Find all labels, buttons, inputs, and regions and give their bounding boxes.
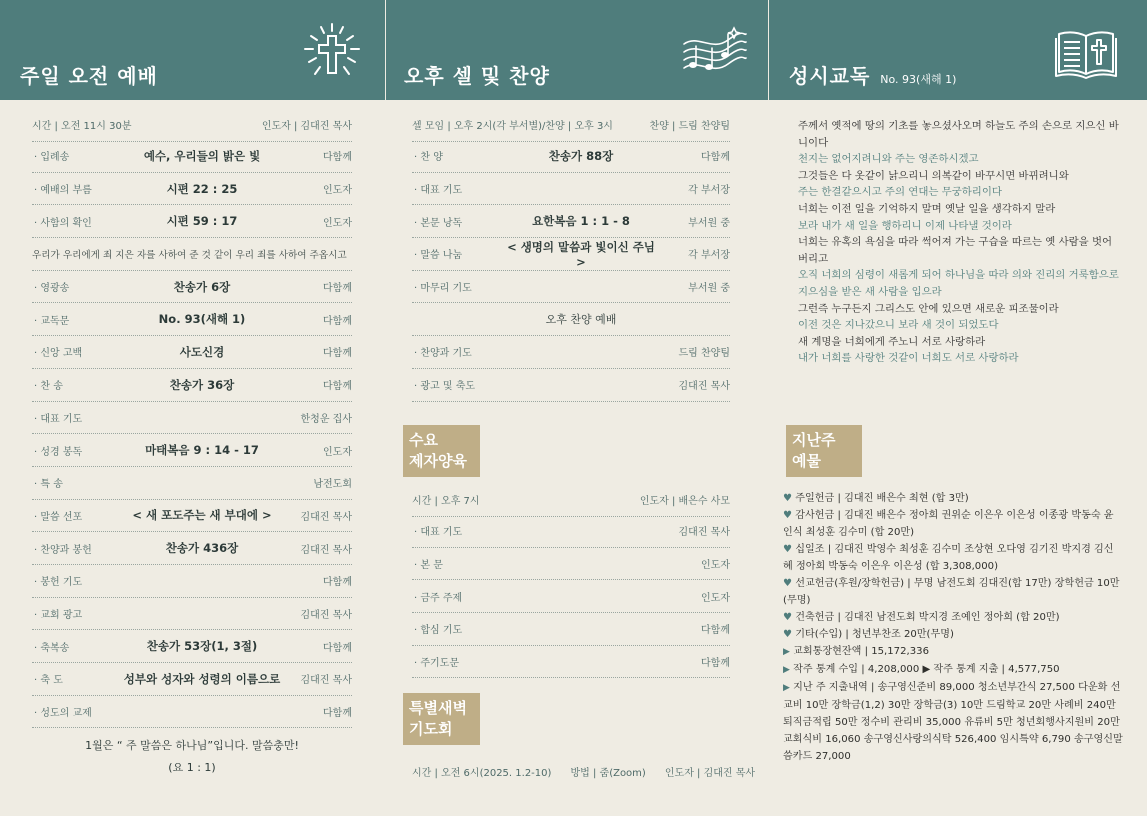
order-row (412, 580, 730, 613)
order-content: 마태복음 9 : 14 - 17 (145, 443, 259, 458)
monthly-theme (32, 735, 352, 779)
order-label: · 주기도문 (414, 658, 459, 670)
order-row (32, 598, 352, 631)
order-row (32, 663, 352, 696)
offering-text: 작주 통계 수입 | 4,208,000 ▶ 작주 통계 지출 | 4,577,750 (793, 664, 1060, 675)
order-label: · 본 문 (414, 560, 443, 572)
order-leader: 김대진 목사 (300, 511, 352, 523)
order-row (32, 500, 352, 533)
responsive-reading-number: No. 93(새해 1) (880, 73, 957, 86)
order-row (32, 369, 352, 402)
order-leader: 다함께 (701, 625, 730, 637)
order-label: · 교독문 (34, 315, 70, 327)
order-content: 성부와 성자와 성령의 이름으로 (123, 671, 281, 686)
offering-text: 선교헌금(후원/장학헌금) | 무명 남전도회 김대진(합 17만) 장학헌금 10만 (무명) (783, 578, 1120, 606)
order-leader: 다함께 (323, 642, 352, 654)
order-row (412, 548, 730, 581)
morning-leader: 인도자 | 김대진 목사 (261, 121, 352, 132)
order-label: · 축 도 (34, 675, 63, 687)
order-leader: 인도자 (323, 446, 352, 458)
order-label: · 대표 기도 (414, 527, 463, 539)
order-leader: 인도자 (701, 560, 730, 572)
afternoon-time: 셀 모임 | 오후 2시(각 부서별)/찬양 | 오후 3시 (412, 121, 613, 132)
monthly-theme-line: 1월은 “ 주 말씀은 하나님”입니다. 말씀충만! (85, 739, 299, 752)
heart-icon: ♥ (783, 629, 793, 640)
order-row (32, 532, 352, 565)
heart-icon: ♥ (783, 612, 793, 623)
order-label: · 교회 광고 (34, 609, 83, 621)
afternoon-time-leader (412, 117, 730, 142)
offering-text: 감사헌금 | 김대진 배은수 정아희 권위순 이은우 이은성 이종광 박동숙 윤인식 최성훈 김수미 (합 20만) (783, 510, 1114, 538)
order-leader: 다함께 (323, 381, 352, 393)
offering-item (783, 490, 1123, 507)
reading-congregation-line: 오직 너희의 심령이 새롭게 되어 하나님을 따라 의와 진리의 거룩함으로 지으심을 받은 새 사람을 입으라 (798, 269, 1119, 298)
order-label: · 찬 송 (34, 381, 63, 393)
offering-text: 교회통장현잔액 | 15,172,336 (793, 646, 930, 657)
triangle-icon: ▶ (783, 683, 790, 693)
order-content: 예수, 우리들의 밝은 빛 (143, 148, 261, 163)
order-row (412, 646, 730, 679)
order-label: · 찬 양 (414, 152, 443, 164)
order-label: · 신앙 고백 (34, 348, 83, 360)
order-leader: 인도자 (323, 185, 352, 197)
order-row (32, 630, 352, 663)
order-leader: 다함께 (701, 152, 730, 164)
order-leader: 한청운 집사 (300, 413, 352, 425)
reading-leader-line: 그런즉 누구든지 그리스도 안에 있으면 새로운 피조물이라 (798, 302, 1059, 315)
cross-icon (301, 22, 365, 82)
wednesday-order-list (412, 515, 730, 678)
order-row (32, 402, 352, 435)
offering-item (783, 609, 1123, 626)
order-label: · 대표 기도 (34, 413, 83, 425)
order-content: < 생명의 말씀과 빛이신 주님 > (507, 239, 655, 269)
order-leader: 다함께 (323, 152, 352, 164)
music-notes-icon (682, 26, 748, 80)
order-leader: 김대진 목사 (300, 544, 352, 556)
order-leader: 김대진 목사 (678, 527, 730, 539)
offering-text: 건축헌금 | 김대진 남전도회 박지경 조예인 정아희 (합 20만) (795, 612, 1060, 623)
responsive-reading-title (789, 60, 956, 89)
offering-item (783, 679, 1123, 765)
afternoon-column (386, 0, 768, 816)
order-leader: 김대진 목사 (300, 675, 352, 687)
order-label: · 합심 기도 (414, 625, 463, 637)
wednesday-time: 시간 | 오후 7시 (412, 496, 480, 507)
order-leader: 다함께 (323, 348, 352, 360)
afternoon-order-list (412, 140, 730, 402)
order-leader: 다함께 (323, 283, 352, 295)
order-content: 찬송가 53장(1, 3절) (146, 639, 258, 654)
responsive-reading-title-text: 성시교독 (789, 64, 871, 88)
morning-service-title: 주일 오전 예배 (20, 64, 158, 88)
heart-icon: ♥ (783, 544, 793, 555)
order-row (32, 696, 352, 729)
order-label: · 축복송 (34, 642, 70, 654)
order-row (32, 205, 352, 238)
responsive-reading-header (769, 0, 1147, 100)
order-row (32, 238, 352, 271)
wednesday-leader: 인도자 | 배은수 사모 (639, 496, 730, 507)
order-content: No. 93(새해 1) (158, 312, 246, 327)
order-row (412, 238, 730, 271)
order-content: 사도신경 (179, 344, 225, 359)
order-label: · 마무리 기도 (414, 283, 472, 295)
order-content: 시편 22 : 25 (166, 181, 238, 196)
offering-section-label: 지난주 예물 (786, 425, 862, 477)
order-label: · 말씀 나눔 (414, 250, 463, 262)
order-content: 오후 찬양 예배 (545, 313, 617, 327)
order-label: · 찬양과 기도 (414, 348, 472, 360)
order-label: · 봉헌 기도 (34, 577, 83, 589)
order-label: · 성도의 교제 (34, 708, 92, 720)
bible-icon (1055, 28, 1117, 80)
reading-leader-line: 그것들은 다 옷같이 낡으리니 의복같이 바꾸시면 바뀌려니와 (798, 169, 1069, 182)
order-label: · 예배의 부름 (34, 185, 92, 197)
order-leader: 인도자 (323, 217, 352, 229)
order-row (32, 336, 352, 369)
order-label: · 사함의 확인 (34, 217, 92, 229)
heart-icon: ♥ (783, 510, 793, 521)
reading-congregation-line: 이전 것은 지나갔으니 보라 새 것이 되었도다 (798, 319, 999, 332)
order-row (412, 303, 730, 336)
dawn-prayer-label: 특별새벽 기도회 (403, 693, 480, 745)
order-label: · 영광송 (34, 283, 70, 295)
order-content: < 새 포도주는 새 부대에 > (132, 508, 272, 523)
order-row (412, 205, 730, 238)
offering-text: 십일조 | 김대진 박영수 최성훈 김수미 조상현 오다영 김기진 박지경 김신혜 정아희 박동숙 이은우 이은성 (합 3,308,000) (783, 544, 1114, 572)
reading-leader-line: 새 계명을 너희에게 주노니 서로 사랑하라 (798, 335, 986, 348)
order-row (32, 434, 352, 467)
order-leader: 김대진 목사 (300, 609, 352, 621)
offering-item (783, 507, 1123, 541)
order-leader: 각 부서장 (688, 185, 730, 197)
responsive-reading-text (798, 118, 1120, 367)
offering-item (783, 643, 1123, 661)
order-label: · 성경 봉독 (34, 446, 83, 458)
morning-service-column (0, 0, 385, 816)
offering-item (783, 626, 1123, 643)
reading-congregation-line: 주는 한결같으시고 주의 연대는 무궁하리이다 (798, 186, 1002, 199)
offering-item (783, 575, 1123, 609)
order-leader: 부서원 중 (688, 283, 730, 295)
order-label: · 금주 주제 (414, 592, 463, 604)
order-label: · 본문 낭독 (414, 217, 463, 229)
order-label: · 말씀 선포 (34, 511, 83, 523)
order-leader: 다함께 (323, 577, 352, 589)
afternoon-leader: 찬양 | 드림 찬양팀 (649, 121, 730, 132)
order-label: · 찬양과 봉헌 (34, 544, 92, 556)
reading-congregation-line: 천지는 없어지려니와 주는 영존하시겠고 (798, 153, 979, 166)
order-leader: 부서원 중 (688, 217, 730, 229)
order-row (32, 173, 352, 206)
monthly-theme-verse: (요 1 : 1) (168, 761, 216, 774)
order-sentence: 우리가 우리에게 죄 지은 자를 사하여 준 것 같이 우리 죄를 사하여 주옵시고 (32, 249, 347, 261)
order-row (32, 467, 352, 500)
offering-list (783, 490, 1123, 765)
order-row (412, 336, 730, 369)
order-content: 찬송가 36장 (169, 377, 235, 392)
order-leader: 다함께 (701, 658, 730, 670)
order-row (32, 303, 352, 336)
reading-leader-line: 너희는 이전 일을 기억하지 말며 옛날 일을 생각하지 말라 (798, 202, 1056, 215)
morning-time-leader (32, 117, 352, 142)
order-leader: 드림 찬양팀 (678, 348, 730, 360)
order-leader: 각 부서장 (688, 250, 730, 262)
afternoon-header (386, 0, 768, 100)
order-leader: 다함께 (323, 315, 352, 327)
order-row (412, 515, 730, 548)
offering-text: 지난 주 지출내역 | 송구영신준비 89,000 청소년부간식 27,500 다운화 선교비 10만 장학금(1,2) 30만 장학금(3) 10만 드림학교 20만 사례비 240만 퇴직금적립 50만 정수비 관리비 35,000 유류비 5만 청년회행사지원비 20만 교회식비 16,060 송구영신사랑의식탁 526,400 임시특약 6,790 송구영신말씀카드 27,000 (783, 682, 1123, 762)
order-leader: 다함께 (323, 708, 352, 720)
order-content: 찬송가 436장 (165, 541, 239, 556)
order-row (412, 369, 730, 402)
morning-service-header (0, 0, 385, 100)
heart-icon: ♥ (783, 578, 793, 589)
heart-icon: ♥ (783, 493, 793, 504)
triangle-icon: ▶ (783, 665, 790, 675)
reading-congregation-line: 보라 내가 새 일을 행하리니 이제 나타낼 것이라 (798, 219, 1012, 232)
responsive-reading-column (769, 0, 1147, 816)
order-leader: 김대진 목사 (678, 381, 730, 393)
order-content: 시편 59 : 17 (166, 214, 238, 229)
wednesday-time-leader (412, 492, 730, 517)
order-label: · 특 송 (34, 479, 63, 491)
offering-text: 기타(수입) | 청년부찬조 20만(무명) (795, 629, 954, 640)
reading-congregation-line: 내가 너희를 사랑한 것같이 너희도 서로 사랑하라 (798, 352, 1019, 365)
order-row (32, 140, 352, 173)
order-content: 찬송가 6장 (173, 279, 231, 294)
order-label: · 대표 기도 (414, 185, 463, 197)
afternoon-title: 오후 셀 및 찬양 (404, 64, 550, 88)
order-content: 찬송가 88장 (548, 148, 614, 163)
offering-text: 주일헌금 | 김대진 배은수 최현 (합 3만) (795, 493, 969, 504)
order-content: 요한복음 1 : 1 - 8 (532, 214, 630, 229)
order-row (412, 613, 730, 646)
order-leader: 남전도회 (313, 479, 352, 491)
order-row (32, 271, 352, 304)
order-row (32, 565, 352, 598)
morning-time: 시간 | 오전 11시 30분 (32, 121, 132, 132)
triangle-icon: ▶ (783, 647, 790, 657)
reading-leader-line: 너희는 유혹의 욕심을 따라 썩어져 가는 구습을 따르는 옛 사람을 벗어 버리고 (798, 236, 1113, 265)
offering-item (783, 541, 1123, 575)
wednesday-section-label: 수요 제자양육 (403, 425, 480, 477)
dawn-prayer-info: 시간 | 오전 6시(2025. 1.2-10) 방법 | 줌(Zoom) 인도자 | 김대진 목사 (412, 768, 756, 779)
morning-order-list (32, 140, 352, 728)
order-label: · 광고 및 축도 (414, 381, 476, 393)
order-row (412, 173, 730, 206)
order-row (412, 271, 730, 304)
order-leader: 인도자 (701, 592, 730, 604)
offering-item (783, 661, 1123, 679)
order-row (412, 140, 730, 173)
reading-leader-line: 주께서 옛적에 땅의 기초를 놓으셨사오며 하늘도 주의 손으로 지으신 바니이다 (798, 120, 1119, 149)
order-label: · 입례송 (34, 152, 70, 164)
